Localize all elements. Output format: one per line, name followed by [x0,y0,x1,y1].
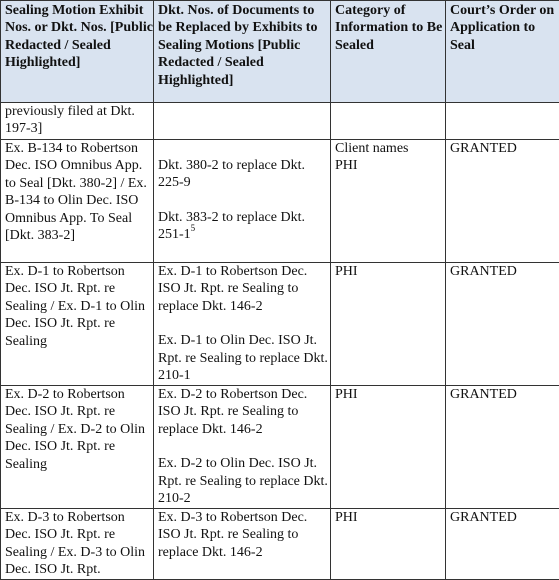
table-row [1,386,559,509]
cell-category: PHI [331,263,446,386]
table-row [1,103,559,140]
cell-order: GRANTED [446,386,559,509]
cell-order: GRANTED [446,509,559,580]
cell-order: GRANTED [446,263,559,386]
cell-exhibit: Ex. D-2 to Robertson Dec. ISO Jt. Rpt. re Sealing / Ex. D-2 to Olin Dec. ISO Jt. Rpt. re Sealing [1,386,154,509]
cell-exhibit: Ex. B-134 to Robertson Dec. ISO Omnibus App. to Seal [Dkt. 380-2] / Ex. B-134 to Olin Dec. ISO Omnibus App. To Seal [Dkt. 383-2] [1,140,154,263]
cell-replaced-docs [154,386,331,509]
cell-spacer [158,315,330,332]
cell-exhibit: previously filed at Dkt. 197-3] [1,103,154,140]
cell-category: PHI [331,386,446,509]
table-header-row [1,1,559,103]
replaced-doc-entry: Ex. D-1 to Olin Dec. ISO Jt. Rpt. re Sealing to replace Dkt. 210-1 [158,332,330,384]
category-entry: PHI [335,157,445,174]
cell-order: GRANTED [446,140,559,263]
replaced-doc-entry: Ex. D-2 to Robertson Dec. ISO Jt. Rpt. re Sealing to replace Dkt. 146-2 [158,386,330,438]
cell-exhibit: Ex. D-1 to Robertson Dec. ISO Jt. Rpt. re Sealing / Ex. D-1 to Olin Dec. ISO Jt. Rpt. re Sealing [1,263,154,386]
cell-category: PHI [331,509,446,580]
cell-spacer [158,140,330,157]
cell-order [446,103,559,140]
cell-replaced-docs [154,263,331,386]
header-exhibit: Sealing Motion Exhibit Nos. or Dkt. Nos. [Public Redacted / Sealed Highlighted] [1,1,154,103]
cell-replaced-docs [154,103,331,140]
replaced-doc-entry: Ex. D-3 to Robertson Dec. ISO Jt. Rpt. re Sealing to replace Dkt. 146-2 [158,509,330,561]
footnote-marker: 5 [191,223,196,233]
replaced-doc-entry: Ex. D-1 to Robertson Dec. ISO Jt. Rpt. re Sealing to replace Dkt. 146-2 [158,263,330,315]
header-replaced-docs: Dkt. Nos. of Documents to be Replaced by Exhibits to Sealing Motions [Public Redacted / Sealed Highlighted] [154,1,331,103]
cell-replaced-docs [154,509,331,580]
header-category: Category of Information to Be Sealed [331,1,446,103]
cell-replaced-docs [154,140,331,263]
table-row [1,509,559,580]
replaced-doc-entry: Dkt. 380-2 to replace Dkt. 225-9 [158,157,330,192]
category-entry: Client names [335,140,445,157]
cell-exhibit: Ex. D-3 to Robertson Dec. ISO Jt. Rpt. re Sealing / Ex. D-3 to Olin Dec. ISO Jt. Rpt. [1,509,154,580]
replaced-doc-entry: Ex. D-2 to Olin Dec. ISO Jt. Rpt. re Sealing to replace Dkt. 210-2 [158,455,330,507]
cell-category [331,140,446,263]
header-order: Court’s Order on Application to Seal [446,1,559,103]
cell-category [331,103,446,140]
cell-spacer [158,192,330,209]
cell-spacer [158,438,330,455]
replaced-doc-entry [158,209,330,244]
table-row [1,140,559,263]
table-row [1,263,559,386]
replaced-doc-text: Dkt. 383-2 to replace Dkt. 251-1 [158,210,305,242]
